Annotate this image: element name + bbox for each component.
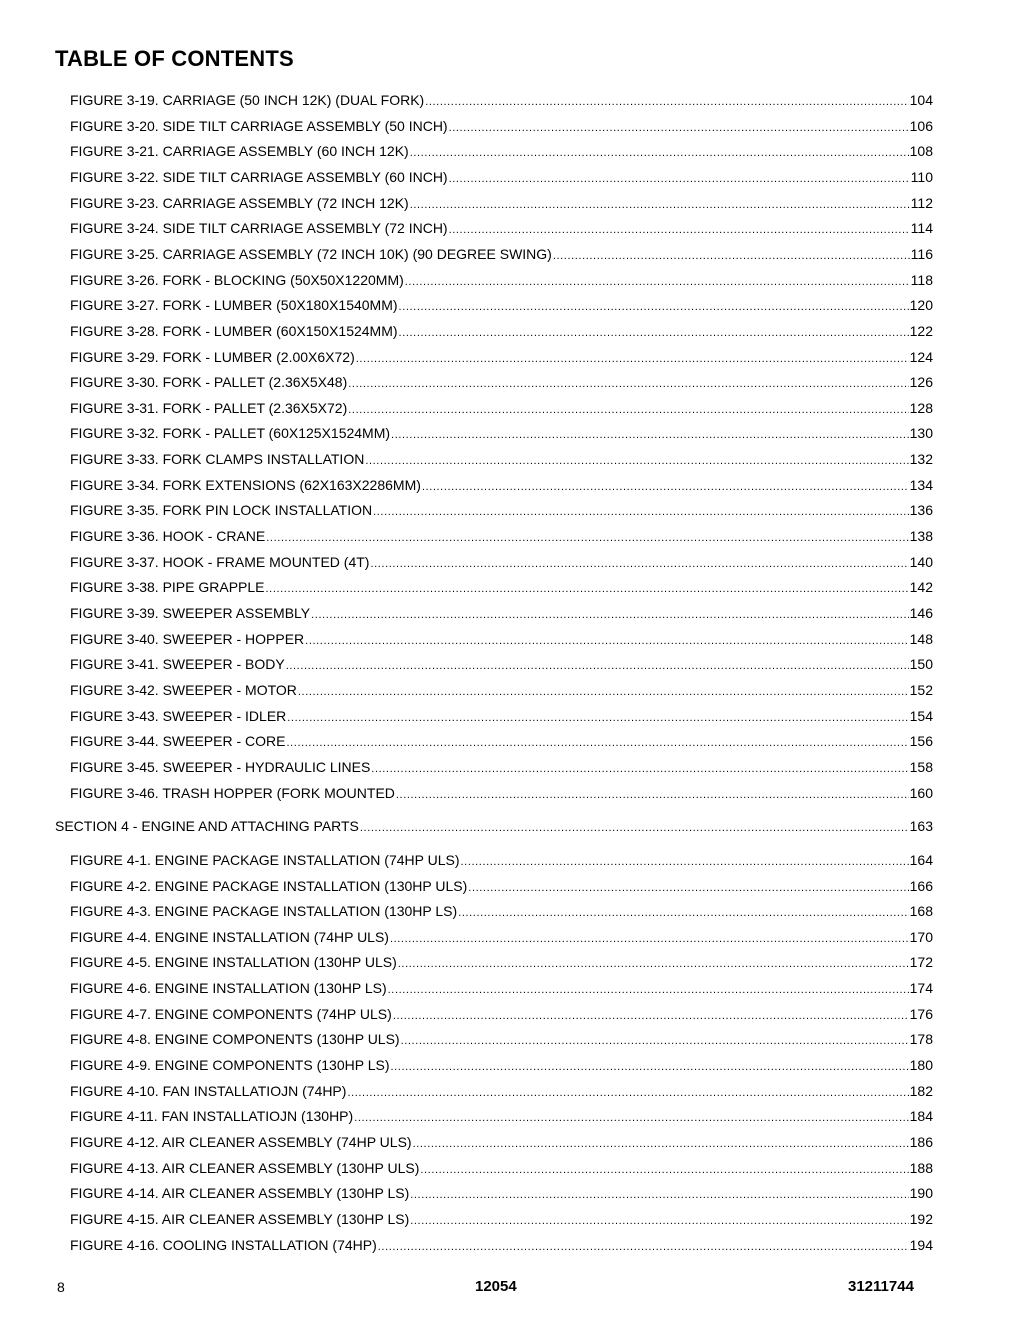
toc-entry-label: FIGURE 3-34. FORK EXTENSIONS (62X163X2286MM): [70, 476, 421, 493]
toc-entry-label: FIGURE 4-14. AIR CLEANER ASSEMBLY (130HP LS): [70, 1185, 410, 1202]
toc-figure-entry[interactable]: [70, 449, 933, 469]
toc-figure-entry[interactable]: [70, 1004, 933, 1024]
toc-figure-entry[interactable]: [70, 244, 933, 264]
toc-entry-page: 166: [909, 877, 933, 894]
dot-leader: [410, 1185, 908, 1205]
dot-leader: [286, 656, 909, 676]
toc-entry-label: FIGURE 4-15. AIR CLEANER ASSEMBLY (130HP LS): [70, 1210, 410, 1227]
toc-figure-entry[interactable]: [70, 629, 933, 649]
toc-figure-entry[interactable]: [70, 927, 933, 947]
toc-figure-entry[interactable]: [70, 1029, 933, 1049]
toc-figure-entry[interactable]: [70, 218, 933, 238]
toc-figure-entry[interactable]: [70, 1106, 933, 1126]
dot-leader: [410, 195, 910, 215]
toc-entry-page: 122: [909, 322, 933, 339]
toc-figure-entry[interactable]: [70, 731, 933, 751]
toc-entry-page: 108: [909, 143, 933, 160]
toc-entry-label: FIGURE 3-30. FORK - PALLET (2.36X5X48): [70, 374, 348, 391]
toc-entry-page: 104: [909, 92, 933, 108]
toc-entry-page: 192: [909, 1210, 933, 1227]
dot-leader: [449, 220, 910, 240]
dot-leader: [298, 682, 909, 702]
toc-entry-page: 164: [909, 851, 933, 868]
toc-entry-label: FIGURE 3-19. CARRIAGE (50 INCH 12K) (DUAL FORK): [70, 92, 425, 108]
toc-entry-page: 148: [909, 630, 933, 647]
toc-entry-label: FIGURE 3-29. FORK - LUMBER (2.00X6X72): [70, 348, 355, 365]
dot-leader: [449, 118, 909, 138]
toc-entry-label: FIGURE 4-13. AIR CLEANER ASSEMBLY (130HP ULS): [70, 1159, 420, 1176]
toc-entry-page: 190: [909, 1185, 933, 1202]
toc-figure-entry[interactable]: [70, 654, 933, 674]
toc-entry-page: 160: [909, 784, 933, 801]
toc-entry-label: FIGURE 3-32. FORK - PALLET (60X125X1524MM): [70, 425, 391, 442]
toc-figure-entry[interactable]: [70, 193, 933, 213]
toc-section-entry[interactable]: [55, 816, 933, 836]
toc-entry-label: FIGURE 4-11. FAN INSTALLATIOJN (130HP): [70, 1108, 354, 1125]
toc-entry-page: 124: [909, 348, 933, 365]
toc-entry-label: FIGURE 3-44. SWEEPER - CORE: [70, 733, 286, 750]
dot-leader: [348, 374, 908, 394]
dot-leader: [348, 400, 908, 420]
toc-entry-page: 138: [909, 528, 933, 545]
toc-figure-entry[interactable]: [70, 1209, 933, 1229]
toc-figure-entry[interactable]: [70, 680, 933, 700]
toc-figure-entry[interactable]: [70, 577, 933, 597]
toc-entry-page: 163: [909, 818, 933, 835]
toc-figure-entry[interactable]: [70, 1055, 933, 1075]
footer-page-number: 8: [57, 1279, 65, 1295]
toc-entry-label: FIGURE 3-24. SIDE TILT CARRIAGE ASSEMBLY (72 INCH): [70, 220, 448, 237]
toc-entry-label: FIGURE 4-5. ENGINE INSTALLATION (130HP ULS): [70, 954, 397, 971]
toc-entry-page: 110: [910, 168, 933, 185]
toc-entry-page: 136: [909, 502, 933, 519]
dot-leader: [425, 92, 908, 112]
dot-leader: [391, 425, 909, 445]
toc-entry-page: 152: [909, 681, 933, 698]
toc-figure-entry[interactable]: [70, 500, 933, 520]
dot-leader: [422, 477, 909, 497]
toc-figure-entry[interactable]: [70, 1081, 933, 1101]
toc-entry-label: FIGURE 3-38. PIPE GRAPPLE: [70, 579, 265, 596]
dot-leader: [420, 1160, 908, 1180]
toc-figure-entry[interactable]: [70, 270, 933, 290]
toc-figure-entry[interactable]: [70, 295, 933, 315]
dot-leader: [396, 785, 909, 805]
dot-leader: [266, 579, 909, 599]
dot-leader: [410, 1211, 908, 1231]
toc-figure-entry[interactable]: [70, 1132, 933, 1152]
toc-entry-page: 186: [909, 1134, 933, 1150]
toc-entry-label: FIGURE 3-35. FORK PIN LOCK INSTALLATION: [70, 502, 373, 519]
dot-leader: [371, 759, 908, 779]
toc-entry-label: FIGURE 4-12. AIR CLEANER ASSEMBLY (74HP ULS): [70, 1134, 412, 1150]
toc-figure-entry[interactable]: [70, 423, 933, 443]
toc-entry-label: SECTION 4 - ENGINE AND ATTACHING PARTS: [55, 818, 359, 835]
toc-entry-page: 120: [909, 297, 933, 314]
toc-entry-label: FIGURE 3-23. CARRIAGE ASSEMBLY (72 INCH 12K): [70, 194, 409, 211]
toc-entry-label: FIGURE 3-20. SIDE TILT CARRIAGE ASSEMBLY (50 INCH): [70, 117, 448, 134]
toc-entry-page: 168: [909, 903, 933, 920]
dot-leader: [390, 929, 909, 949]
toc-figure-entry[interactable]: [70, 757, 933, 777]
toc-entry-label: FIGURE 3-21. CARRIAGE ASSEMBLY (60 INCH 12K): [70, 143, 409, 160]
toc-figure-entry[interactable]: [70, 372, 933, 392]
dot-leader: [398, 954, 909, 974]
toc-entry-label: FIGURE 4-4. ENGINE INSTALLATION (74HP ULS): [70, 928, 389, 945]
toc-entry-label: FIGURE 3-33. FORK CLAMPS INSTALLATION: [70, 451, 365, 468]
toc-entry-page: 194: [909, 1236, 933, 1253]
toc-entry-label: FIGURE 3-46. TRASH HOPPER (FORK MOUNTED: [70, 784, 395, 801]
dot-leader: [468, 878, 908, 898]
toc-entry-page: 154: [909, 707, 933, 724]
dot-leader: [356, 349, 909, 369]
toc-entry-label: FIGURE 4-1. ENGINE PACKAGE INSTALLATION (74HP ULS): [70, 851, 460, 868]
dot-leader: [347, 1083, 908, 1103]
toc-entry-page: 126: [909, 374, 933, 391]
toc-entry-page: 188: [909, 1159, 933, 1176]
toc-figure-entry[interactable]: [70, 603, 933, 623]
toc-entry-label: FIGURE 3-37. HOOK - FRAME MOUNTED (4T): [70, 553, 370, 570]
toc-entry-page: 150: [909, 656, 933, 673]
toc-entry-label: FIGURE 3-22. SIDE TILT CARRIAGE ASSEMBLY (60 INCH): [70, 168, 448, 185]
toc-entry-label: FIGURE 3-25. CARRIAGE ASSEMBLY (72 INCH 10K) (90 DEGREE SWING): [70, 245, 552, 262]
toc-entry-label: FIGURE 3-28. FORK - LUMBER (60X150X1524MM): [70, 322, 398, 339]
dot-leader: [413, 1134, 909, 1154]
page-title: TABLE OF CONTENTS: [55, 46, 294, 71]
toc-entry-page: 180: [909, 1057, 933, 1074]
dot-leader: [458, 903, 908, 923]
toc-entry-page: 170: [909, 928, 933, 945]
toc-entry-label: FIGURE 3-39. SWEEPER ASSEMBLY: [70, 605, 311, 621]
footer-center-code: 12054: [475, 1278, 517, 1295]
toc-figure-entry[interactable]: [70, 1158, 933, 1178]
toc-entry-page: 128: [909, 399, 933, 416]
toc-entry-page: 142: [909, 579, 933, 596]
dot-leader: [449, 169, 910, 189]
toc-entry-page: 172: [909, 954, 933, 971]
dot-leader: [370, 554, 908, 574]
toc-entry-label: FIGURE 4-3. ENGINE PACKAGE INSTALLATION (130HP LS): [70, 903, 458, 920]
dot-leader: [405, 272, 910, 292]
toc-entry-label: FIGURE 3-45. SWEEPER - HYDRAULIC LINES: [70, 758, 371, 775]
toc-figure-entry[interactable]: [70, 952, 933, 972]
toc-entry-page: 158: [909, 758, 933, 775]
dot-leader: [266, 528, 908, 548]
toc-figure-entry[interactable]: [70, 526, 933, 546]
dot-leader: [399, 297, 909, 317]
toc-figure-entry[interactable]: [70, 321, 933, 341]
toc-figure-entry[interactable]: [70, 167, 933, 187]
toc-figure-entry[interactable]: [70, 1183, 933, 1203]
toc-entry-page: 116: [910, 245, 933, 262]
toc-figure-entry[interactable]: [70, 141, 933, 161]
toc-entry-page: 174: [909, 980, 933, 997]
dot-leader: [287, 708, 908, 728]
toc-entry-label: FIGURE 4-8. ENGINE COMPONENTS (130HP ULS): [70, 1031, 400, 1048]
dot-leader: [365, 451, 908, 471]
toc-entry-page: 146: [909, 605, 933, 621]
dot-leader: [305, 631, 908, 651]
toc-entry-label: FIGURE 4-10. FAN INSTALLATIOJN (74HP): [70, 1082, 347, 1099]
footer-right-code: 31211744: [848, 1278, 914, 1295]
toc-entry-page: 176: [909, 1005, 933, 1022]
toc-entry-label: FIGURE 3-36. HOOK - CRANE: [70, 528, 266, 545]
toc-entry-label: FIGURE 3-26. FORK - BLOCKING (50X50X1220MM): [70, 271, 404, 288]
toc-entry-label: FIGURE 4-9. ENGINE COMPONENTS (130HP LS): [70, 1057, 390, 1074]
toc-entry-page: 134: [909, 476, 933, 493]
toc-figure-entry[interactable]: [70, 706, 933, 726]
toc-entry-page: 182: [909, 1082, 933, 1099]
dot-leader: [410, 143, 909, 163]
toc-entry-label: FIGURE 4-6. ENGINE INSTALLATION (130HP LS): [70, 980, 387, 997]
toc-entry-label: FIGURE 3-27. FORK - LUMBER (50X180X1540MM): [70, 297, 398, 314]
toc-entry-page: 178: [909, 1031, 933, 1048]
toc-entry-page: 118: [910, 271, 933, 288]
toc-entry-label: FIGURE 3-41. SWEEPER - BODY: [70, 656, 285, 673]
toc-entry-label: FIGURE 4-16. COOLING INSTALLATION (74HP): [70, 1236, 377, 1253]
dot-leader: [354, 1108, 908, 1128]
dot-leader: [360, 818, 909, 838]
dot-leader: [311, 605, 908, 625]
toc-figure-entry[interactable]: [70, 398, 933, 418]
toc-entry-label: FIGURE 3-43. SWEEPER - IDLER: [70, 707, 287, 724]
toc-figure-entry[interactable]: [70, 1235, 933, 1255]
dot-leader: [286, 733, 908, 753]
dot-leader: [388, 980, 909, 1000]
toc-entry-page: 140: [909, 553, 933, 570]
toc-figure-entry[interactable]: [70, 876, 933, 896]
toc-figure-entry[interactable]: [70, 901, 933, 921]
toc-figure-entry[interactable]: [70, 475, 933, 495]
dot-leader: [378, 1237, 909, 1257]
toc-entry-label: FIGURE 4-2. ENGINE PACKAGE INSTALLATION (130HP ULS): [70, 877, 468, 894]
toc-entry-page: 112: [910, 194, 933, 211]
toc-figure-entry[interactable]: [70, 116, 933, 136]
toc-entry-page: 156: [909, 733, 933, 750]
dot-leader: [553, 246, 910, 266]
dot-leader: [399, 323, 909, 343]
dot-leader: [373, 502, 909, 522]
toc-entry-label: FIGURE 3-40. SWEEPER - HOPPER: [70, 630, 305, 647]
dot-leader: [401, 1031, 909, 1051]
toc-entry-page: 184: [909, 1108, 933, 1125]
toc-entry-page: 106: [909, 117, 933, 134]
toc-entry-label: FIGURE 3-31. FORK - PALLET (2.36X5X72): [70, 399, 348, 416]
toc-figure-entry[interactable]: [70, 783, 933, 803]
toc-entry-label: FIGURE 3-42. SWEEPER - MOTOR: [70, 681, 297, 698]
toc-entry-page: 114: [910, 220, 933, 237]
toc-figure-entry[interactable]: [70, 552, 933, 572]
toc-entry-page: 130: [909, 425, 933, 442]
toc-figure-entry[interactable]: [70, 347, 933, 367]
toc-entry-page: 132: [909, 451, 933, 468]
toc-entry-label: FIGURE 4-7. ENGINE COMPONENTS (74HP ULS): [70, 1005, 392, 1022]
dot-leader: [461, 852, 909, 872]
toc-figure-entry[interactable]: [70, 850, 933, 870]
dot-leader: [390, 1057, 908, 1077]
dot-leader: [393, 1006, 909, 1026]
toc-figure-entry[interactable]: [70, 978, 933, 998]
toc-figure-entry[interactable]: [70, 90, 933, 110]
